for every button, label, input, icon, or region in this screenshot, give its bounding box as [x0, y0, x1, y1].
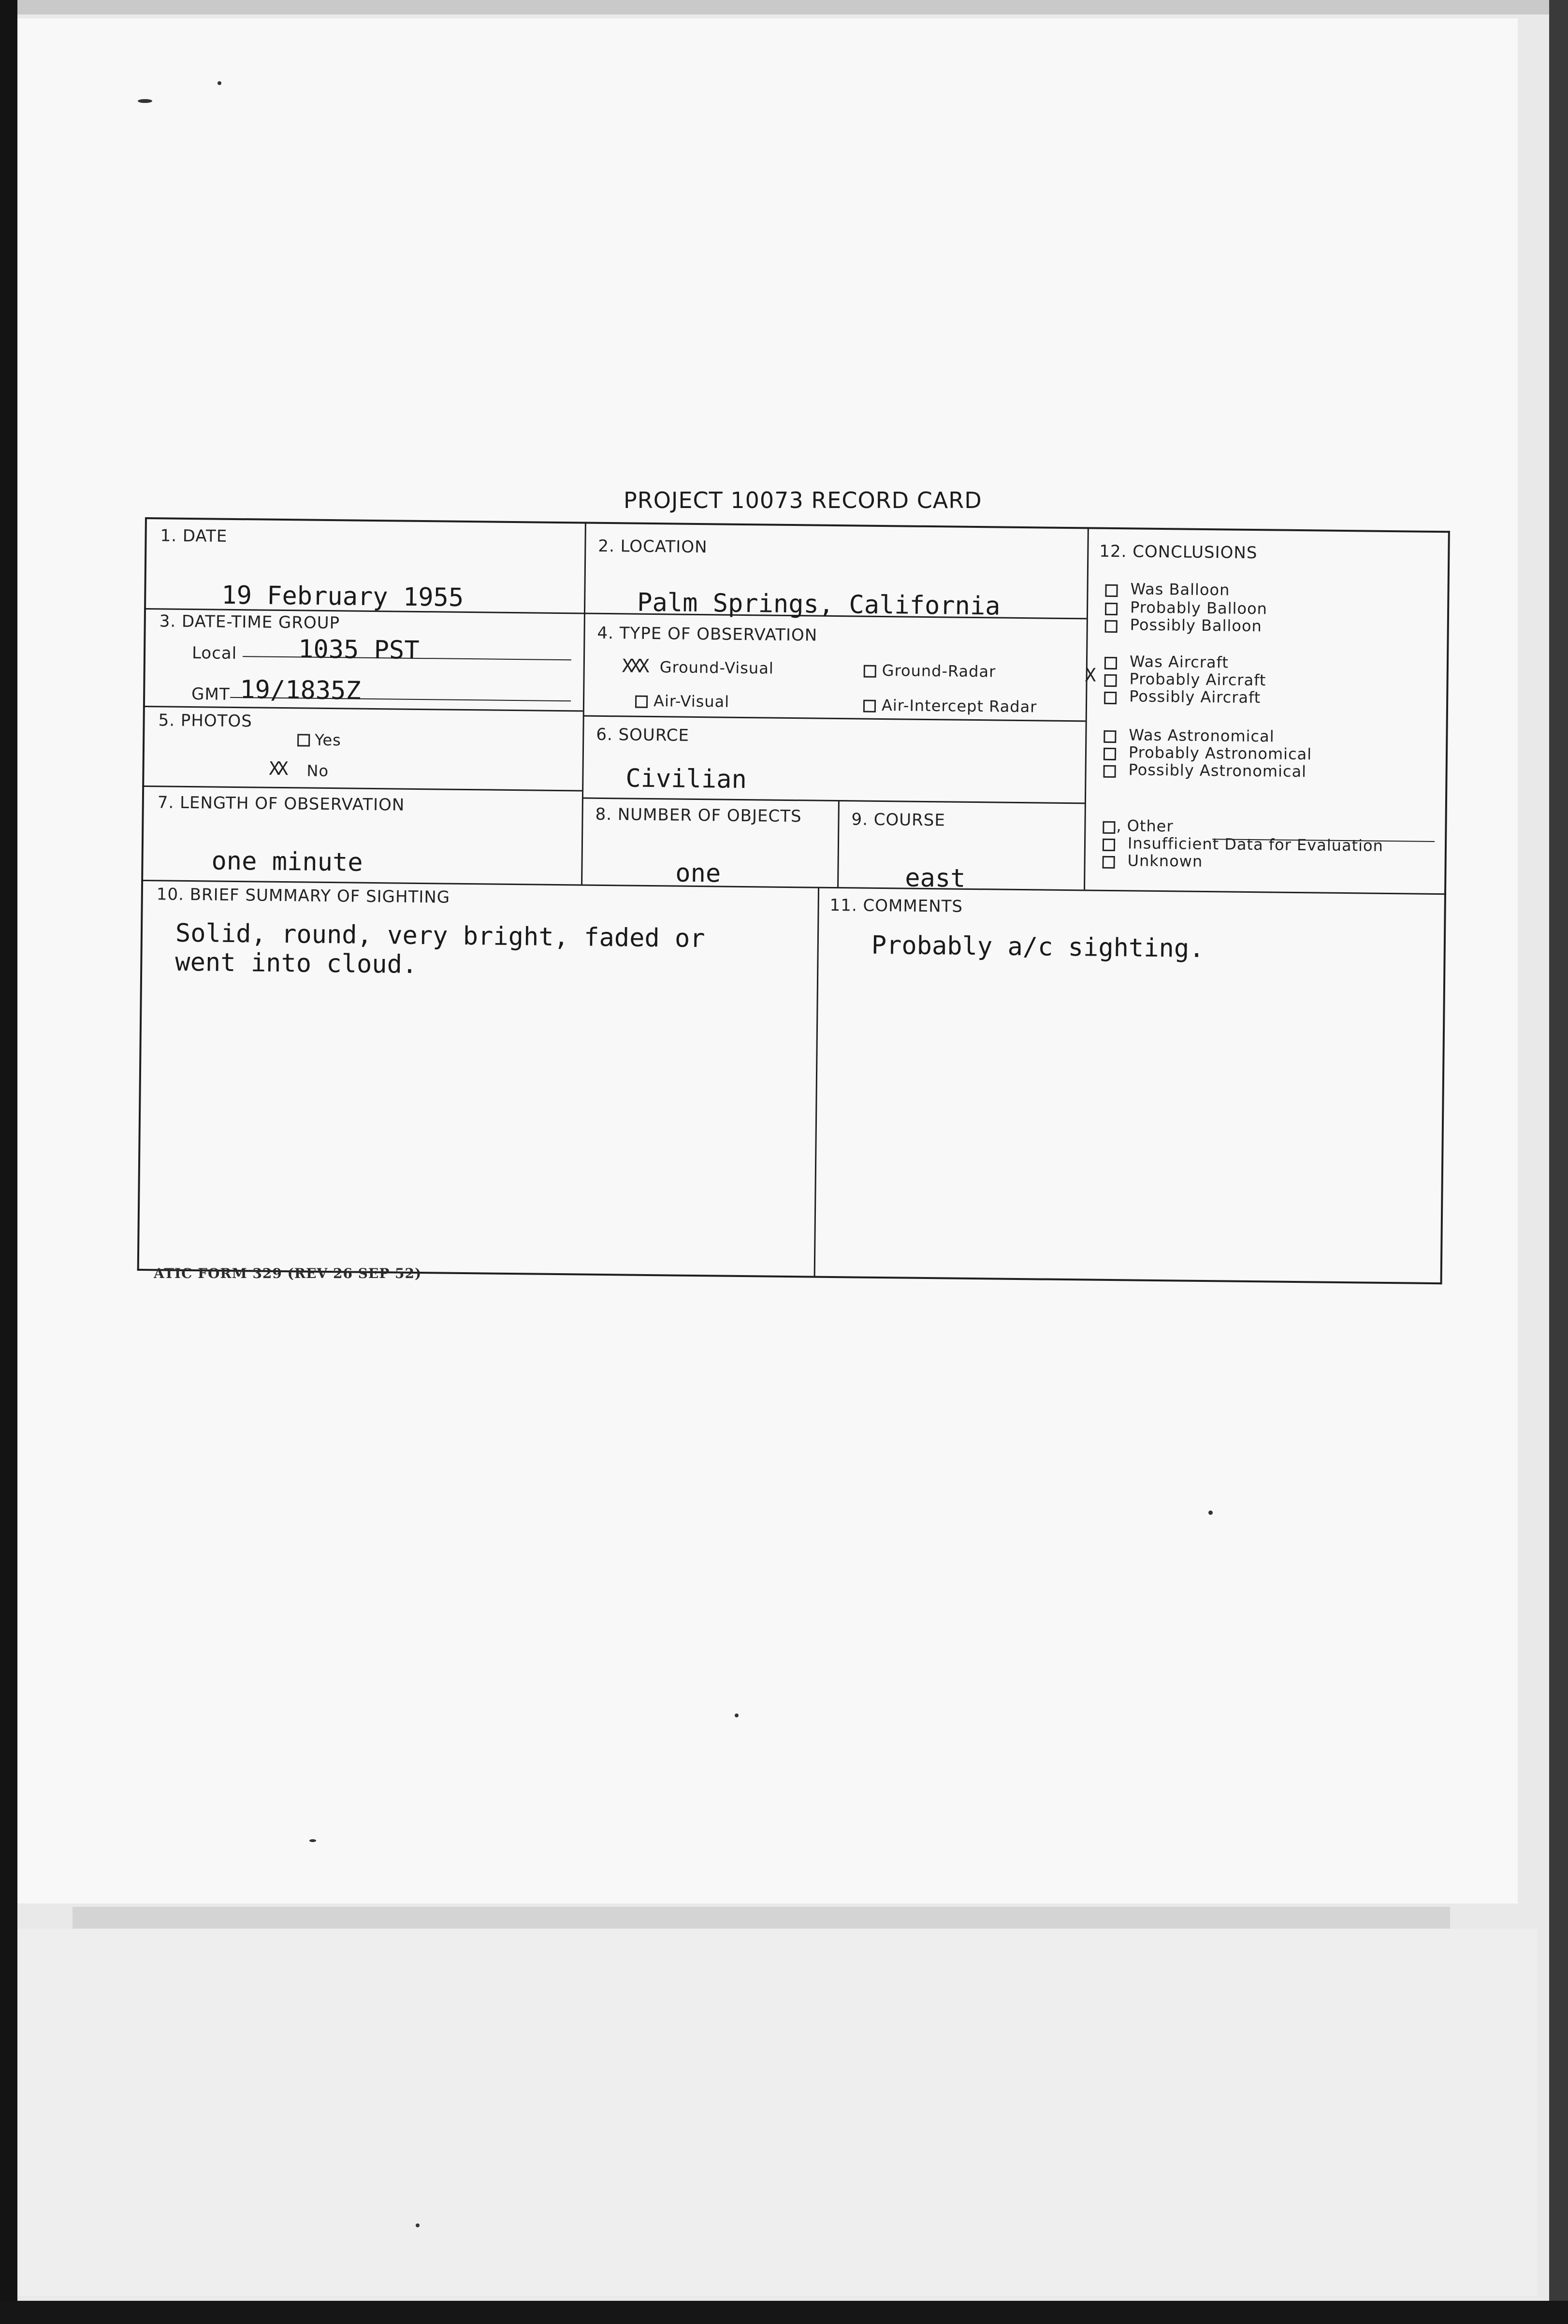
ground-visual-check-mark: XXX	[622, 655, 647, 677]
probably-aircraft-check-mark: X	[1085, 664, 1093, 686]
possibly-astronomical-label: Possibly Astronomical	[1128, 760, 1307, 781]
length-of-observation-label: 7. LENGTH OF OBSERVATION	[157, 793, 405, 815]
air-intercept-radar-checkbox[interactable]	[863, 700, 876, 712]
dust-speck	[735, 1714, 739, 1717]
photos-no-check-mark: XX	[269, 757, 286, 780]
date-label: 1. DATE	[160, 526, 228, 546]
insufficient-data-checkbox[interactable]	[1103, 839, 1115, 851]
possibly-balloon-label: Possibly Balloon	[1130, 615, 1263, 636]
possibly-aircraft-label: Possibly Aircraft	[1129, 687, 1261, 707]
location-label: 2. LOCATION	[598, 536, 708, 557]
brief-summary-line-1: Solid, round, very bright, faded or	[175, 918, 705, 954]
location-value: Palm Springs, California	[637, 588, 1001, 621]
probably-balloon-checkbox[interactable]	[1105, 603, 1118, 615]
local-time-value: 1035 PST	[298, 635, 420, 665]
ground-radar-checkbox[interactable]	[864, 665, 876, 678]
possibly-balloon-checkbox[interactable]	[1105, 620, 1118, 633]
dust-speck	[309, 1839, 316, 1842]
was-balloon-label: Was Balloon	[1130, 580, 1230, 599]
ground-radar-label: Ground-Radar	[882, 661, 996, 681]
probably-aircraft-label: Probably Aircraft	[1129, 669, 1266, 690]
other-label: , Other	[1116, 816, 1174, 836]
was-astronomical-label: Was Astronomical	[1129, 726, 1275, 746]
unknown-checkbox[interactable]	[1102, 856, 1115, 869]
rule-type	[583, 715, 1086, 722]
form-id: ATIC FORM 329 (REV 26 SEP 52)	[154, 1265, 422, 1281]
film-edge-left	[0, 0, 17, 2324]
was-astronomical-checkbox[interactable]	[1103, 730, 1116, 743]
ground-visual-label: Ground-Visual	[659, 658, 774, 678]
conclusions-label: 12. CONCLUSIONS	[1099, 541, 1258, 563]
possibly-astronomical-checkbox[interactable]	[1103, 765, 1116, 778]
photos-yes-checkbox[interactable]	[297, 734, 310, 746]
other-checkbox[interactable]	[1103, 821, 1115, 834]
divider-main-conclusions	[1084, 527, 1089, 889]
film-edge-top	[0, 0, 1568, 15]
probably-balloon-label: Probably Balloon	[1130, 598, 1268, 618]
dust-speck	[218, 81, 221, 85]
type-of-observation-label: 4. TYPE OF OBSERVATION	[597, 623, 818, 645]
divider-objects-course	[837, 800, 840, 887]
possibly-aircraft-checkbox[interactable]	[1104, 692, 1117, 704]
course-label: 9. COURSE	[851, 810, 946, 830]
film-edge-bottom	[0, 2301, 1568, 2324]
gmt-label: GMT	[191, 684, 230, 704]
source-value: Civilian	[625, 764, 747, 795]
air-visual-label: Air-Visual	[653, 692, 730, 711]
dust-speck	[416, 2223, 420, 2227]
comments-label: 11. COMMENTS	[829, 895, 963, 916]
gmt-time-value: 19/1835Z	[239, 675, 362, 706]
card-title: PROJECT 10073 RECORD CARD	[624, 487, 982, 513]
brief-summary-label: 10. BRIEF SUMMARY OF SIGHTING	[156, 885, 450, 907]
air-visual-checkbox[interactable]	[635, 696, 648, 708]
number-of-objects-label: 8. NUMBER OF OBJECTS	[595, 804, 802, 827]
length-of-observation-value: one minute	[211, 846, 363, 877]
dust-speck	[138, 99, 152, 103]
insufficient-data-label: Insufficient Data for Evaluation	[1127, 834, 1384, 855]
divider-date-location	[581, 522, 586, 885]
number-of-objects-value: one	[675, 858, 721, 888]
photos-label: 5. PHOTOS	[158, 711, 253, 731]
unknown-label: Unknown	[1127, 851, 1203, 871]
was-aircraft-label: Was Aircraft	[1129, 652, 1229, 672]
photos-no-label: No	[306, 761, 329, 781]
film-edge-right	[1549, 0, 1568, 2324]
record-card	[137, 517, 1450, 1299]
dust-speck	[1208, 1511, 1213, 1515]
was-balloon-checkbox[interactable]	[1105, 584, 1118, 597]
divider-summary-comments	[814, 887, 819, 1278]
rule-source	[582, 797, 1085, 804]
comments-value: Probably a/c sighting.	[871, 930, 1205, 963]
photos-yes-label: Yes	[314, 730, 342, 750]
date-time-group-label: 3. DATE-TIME GROUP	[159, 611, 340, 633]
was-aircraft-checkbox[interactable]	[1104, 657, 1117, 669]
lower-blank-area	[15, 1929, 1537, 2296]
probably-astronomical-checkbox[interactable]	[1103, 748, 1116, 760]
probably-astronomical-label: Probably Astronomical	[1128, 743, 1312, 764]
source-label: 6. SOURCE	[596, 725, 690, 745]
probably-aircraft-checkbox[interactable]	[1104, 674, 1117, 687]
brief-summary-line-2: went into cloud.	[175, 947, 418, 979]
local-label: Local	[191, 643, 237, 664]
course-value: east	[904, 863, 966, 893]
date-value: 19 February 1955	[221, 581, 464, 612]
air-intercept-radar-label: Air-Intercept Radar	[881, 696, 1037, 716]
rule-photos	[142, 785, 582, 792]
